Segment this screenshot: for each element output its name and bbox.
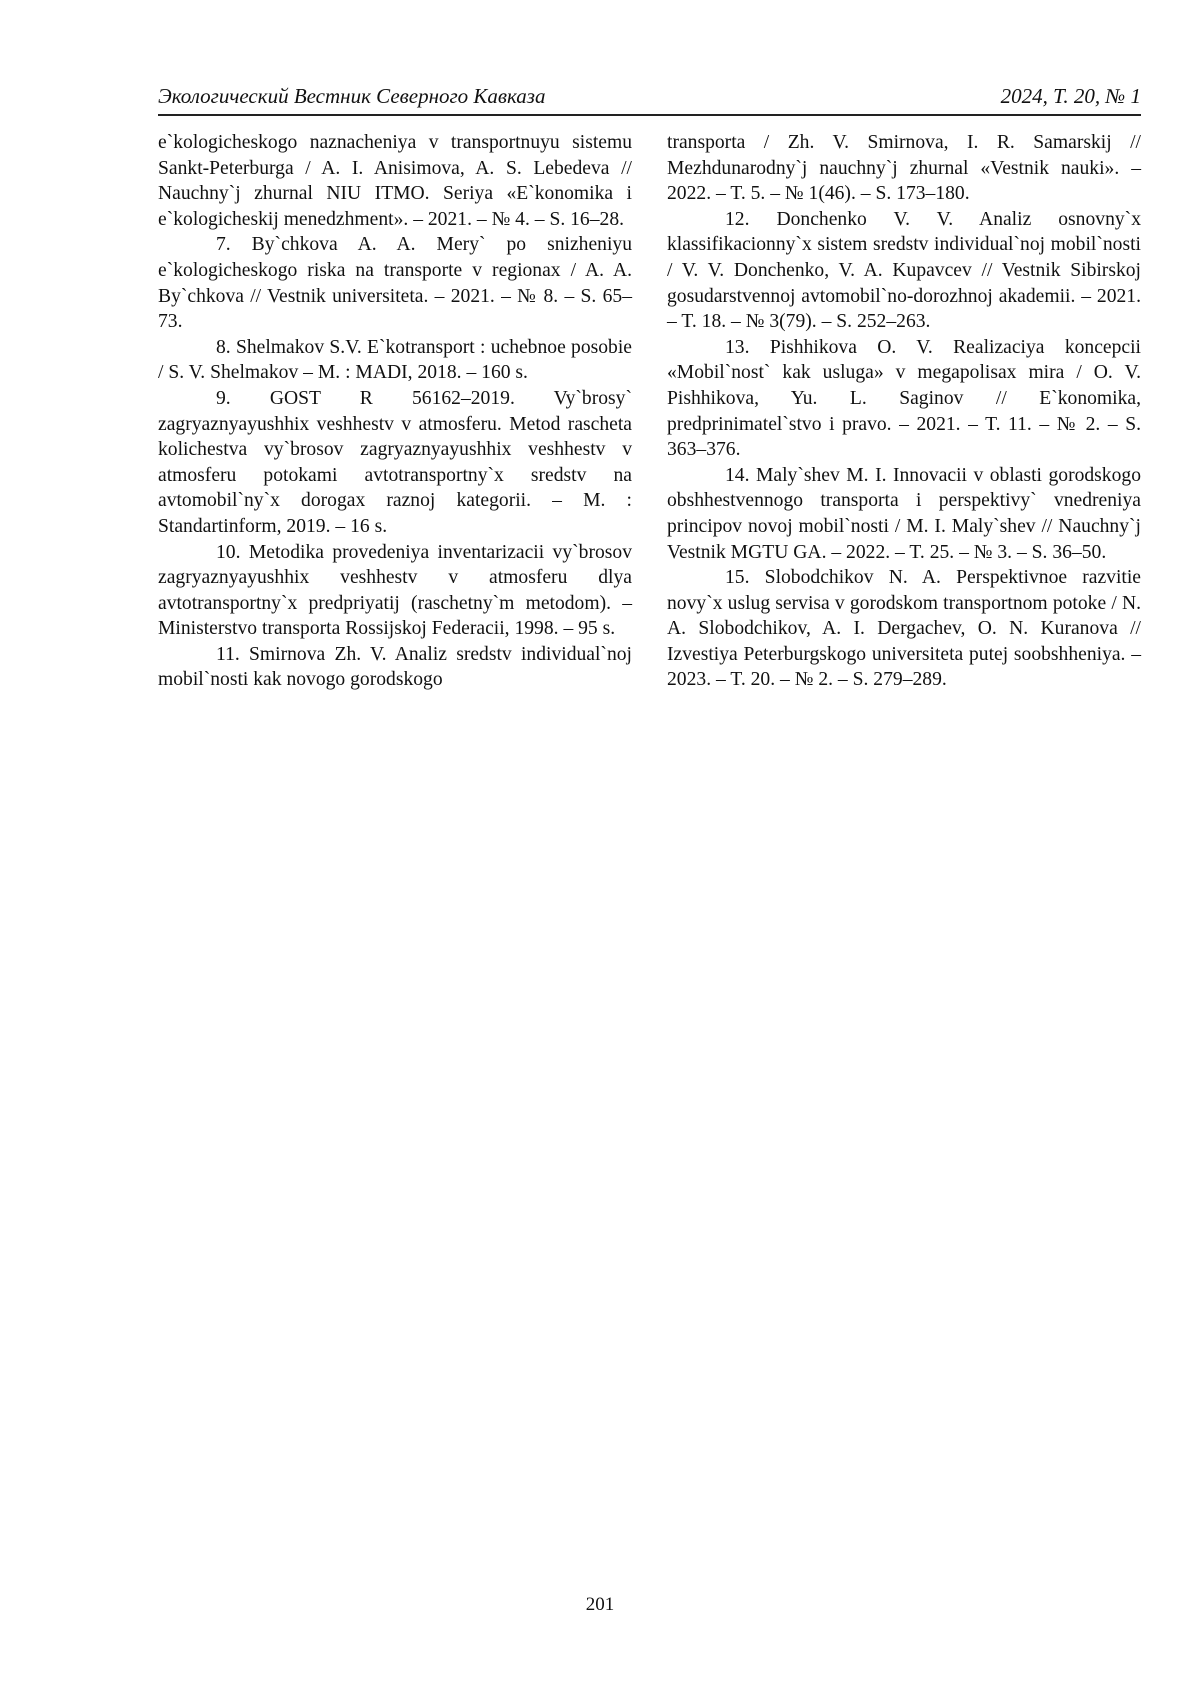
reference-item: 10. Metodika provedeniya inventarizacii vy`brosov zagryaznyayushhix veshhestv v atmosferu dlya avtotransportny`x predpriyatij (raschetny`m metodom). – Ministerstvo transporta Rossijskoj Federacii, 1998. – 95 s. — [158, 541, 632, 640]
reference-item: 12. Donchenko V. V. Analiz osnovny`x klassifikacionny`x sistem sredstv individual`noj mobil`nosti / V. V. Donchenko, V. A. Kupavcev // Vestnik Sibirskoj gosudarstvennoj avtomobil`no-dorozhnoj akademii. – 2021. – T. 18. – № 3(79). – S. 252–263. — [667, 208, 1141, 333]
page-number: 201 — [585, 1594, 615, 1615]
reference-continuation: e`kologicheskogo naznacheniya v transportnuyu sistemu Sankt-Peterburga / A. I. Anisimova, A. S. Lebedeva // Nauchny`j zhurnal NIU ITMO. Seriya «E`konomika i e`kologicheskij menedzhment». – 2021. – № 4. – S. 16–28. — [158, 132, 632, 230]
journal-title: Экологический Вестник Северного Кавказа — [158, 84, 546, 108]
reference-continuation: transporta / Zh. V. Smirnova, I. R. Samarskij // Mezhdunarodny`j nauchny`j zhurnal «Vestnik nauki». – 2022. – T. 5. – № 1(46). – S. 173–180. — [667, 132, 1141, 205]
reference-item: 7. By`chkova A. A. Mery` po snizheniyu e`kologicheskogo riska na transporte v regionax / A. A. By`chkova // Vestnik universiteta. – 2021. – № 8. – S. 65–73. — [158, 234, 632, 333]
reference-item: 14. Maly`shev M. I. Innovacii v oblasti gorodskogo obshhestvennogo transporta i perspektivy` vnedreniya principov novoj mobil`nosti / M. I. Maly`shev // Nauchny`j Vestnik MGTU GA. – 2022. – T. 25. – № 3. – S. 36–50. — [667, 464, 1141, 563]
reference-item: 15. Slobodchikov N. A. Perspektivnoe razvitie novy`x uslug servisa v gorodskom transportnom potoke / N. A. Slobodchikov, A. I. Dergachev, O. N. Kuranova // Izvestiya Peterburgskogo universiteta putej soobshheniya. – 2023. – T. 20. – № 2. – S. 279–289. — [667, 567, 1141, 691]
running-header — [158, 82, 1141, 116]
reference-item: 9. GOST R 56162–2019. Vy`brosy` zagryaznyayushhix veshhestv v atmosferu. Metod rascheta kolichestva vy`brosov zagryaznyayushhix veshhestv v atmosferu potokami avtotransportny`x sredstv na avtomobil`ny`x dorogax raznoj kategorii. – M. : Standartinform, 2019. – 16 s. — [158, 387, 632, 537]
references-right-column — [667, 130, 1141, 693]
references-left-column — [158, 130, 632, 693]
reference-item: 8. Shelmakov S.V. E`kotransport : uchebnoe posobie / S. V. Shelmakov – M. : MADI, 2018. – 160 s. — [158, 336, 632, 384]
issue-info: 2024, Т. 20, № 1 — [1000, 84, 1141, 108]
reference-item: 13. Pishhikova O. V. Realizaciya koncepcii «Mobil`nost` kak usluga» v megapolisax mira / O. V. Pishhikova, Yu. L. Saginov // E`konomika, predprinimatel`stvo i pravo. – 2021. – T. 11. – № 2. – S. 363–376. — [667, 336, 1141, 461]
reference-item: 11. Smirnova Zh. V. Analiz sredstv individual`noj mobil`nosti kak novogo gorodskogo — [158, 643, 632, 691]
